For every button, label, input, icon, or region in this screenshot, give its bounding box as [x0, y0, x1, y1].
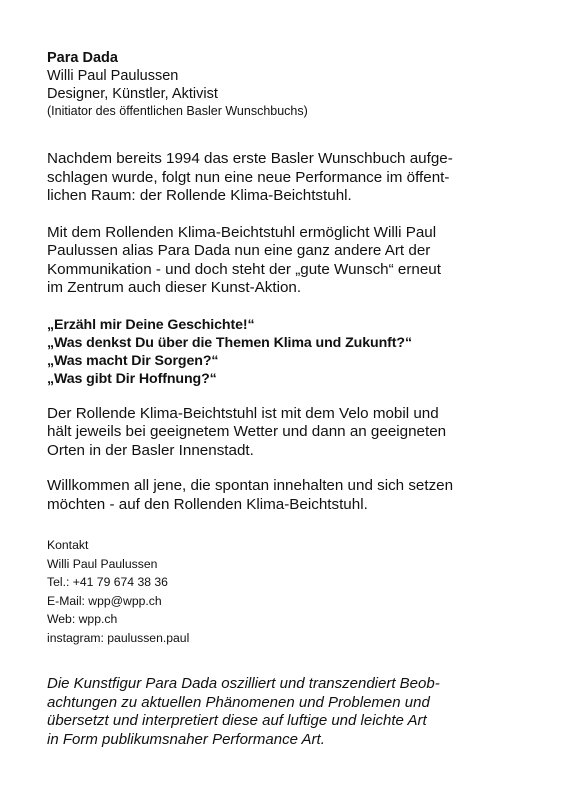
question-line: „Was macht Dir Sorgen?“	[47, 352, 219, 369]
question-line: „Was denkst Du über die Themen Klima und Zukunft?“	[47, 334, 412, 351]
text-line: schlagen wurde, folgt nun eine neue Performance im öffent-	[47, 168, 450, 186]
text-line: in Form publikumsnaher Performance Art.	[47, 730, 325, 748]
paragraph-description	[47, 224, 537, 298]
contact-heading: Kontakt	[47, 538, 89, 552]
page-title: Para Dada	[47, 50, 118, 66]
text-line: im Zentrum auch dieser Kunst-Aktion.	[47, 279, 302, 296]
author-note: (Initiator des öffentlichen Basler Wunschbuchs)	[47, 104, 308, 118]
contact-instagram: instagram: paulussen.paul	[47, 630, 190, 645]
text-line: Paulussen alias Para Dada nun eine ganz andere Art der	[47, 242, 431, 259]
contact-web: Web: wpp.ch	[47, 612, 118, 626]
paragraph-welcome	[47, 477, 537, 514]
text-line: Die Kunstfigur Para Dada oszilliert und transzendiert Beob-	[47, 675, 440, 692]
question-line: „Erzähl mir Deine Geschichte!“	[47, 316, 255, 333]
author-roles: Designer, Künstler, Aktivist	[47, 86, 218, 102]
text-line: hält jeweils bei geeignetem Wetter und dann an geeigneten	[47, 423, 447, 440]
text-line: Willkommen all jene, die spontan innehalten und sich setzen	[47, 477, 454, 494]
text-line: möchten - auf den Rollenden Klima-Beichtstuhl.	[47, 495, 368, 513]
text-line: Orten in der Basler Innenstadt.	[47, 441, 254, 459]
author-name: Willi Paul Paulussen	[47, 68, 179, 84]
header-block	[47, 49, 537, 120]
text-line: Mit dem Rollenden Klima-Beichtstuhl ermöglicht Willi Paul	[47, 223, 437, 241]
questions-block	[47, 316, 537, 388]
contact-name: Willi Paul Paulussen	[47, 556, 158, 571]
text-line: Der Rollende Klima-Beichtstuhl ist mit dem Velo mobil und	[47, 404, 439, 422]
text-line: übersetzt und interpretiert diese auf luftige und leichte Art	[47, 712, 427, 729]
text-line: Nachdem bereits 1994 das erste Basler Wunschbuch aufge-	[47, 150, 453, 167]
paragraph-location	[47, 405, 537, 461]
text-line: achtungen zu aktuellen Phänomenen und Problemen und	[47, 693, 430, 711]
contact-email: E-Mail: wpp@wpp.ch	[47, 593, 162, 608]
paragraph-intro	[47, 150, 537, 206]
question-line: „Was gibt Dir Hoffnung?“	[47, 370, 217, 387]
contact-phone: Tel.: +41 79 674 38 36	[47, 575, 168, 589]
text-line: Kommunikation - und doch steht der „gute Wunsch“ erneut	[47, 260, 441, 278]
document-page	[47, 49, 537, 749]
contact-block	[47, 536, 537, 647]
text-line: lichen Raum: der Rollende Klima-Beichtstuhl.	[47, 187, 352, 204]
closing-statement	[47, 675, 537, 749]
